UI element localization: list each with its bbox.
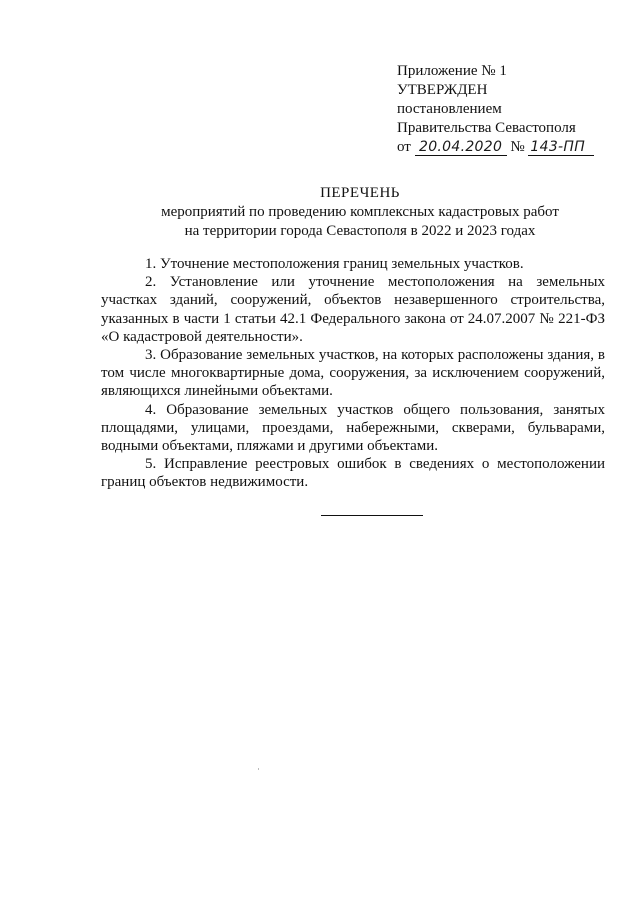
resolution-label: постановлением bbox=[397, 101, 502, 117]
date-prefix: от bbox=[397, 139, 411, 155]
scan-speck bbox=[258, 768, 259, 770]
list-item: 4. Образование земельных участков общего пользования, занятых площадями, улицами, проездами, набережными, скверами, бульварами, водными объектами, пляжами и другими объектами. bbox=[101, 401, 605, 455]
number-prefix: № bbox=[510, 139, 525, 155]
government-label: Правительства Севастополя bbox=[397, 120, 576, 136]
approved-label: УТВЕРЖДЕН bbox=[397, 82, 488, 98]
list-item: 5. Исправление реестровых ошибок в сведениях о местоположении границ объектов недвижимости. bbox=[101, 456, 605, 491]
list-item: 3. Образование земельных участков, на которых расположены здания, в том числе многоквартирные дома, сооружения, за исключением сооружений, являющихся линейными объектами. bbox=[101, 347, 605, 400]
list-item: 2. Установление или уточнение местоположения на земельных участках зданий, сооружений, объектов незавершенного строительства, указанных в части 1 статьи 42.1 Федерального закона от 24.07.2007 № 221-ФЗ «О кадастровой деятельности». bbox=[101, 274, 605, 345]
document-subtitle-line-1: мероприятий по проведению комплексных кадастровых работ bbox=[161, 204, 559, 220]
document-subtitle-line-2: на территории города Севастополя в 2022 и 2023 годах bbox=[184, 223, 536, 239]
handwritten-number: 143-ПП bbox=[528, 140, 594, 156]
end-separator-line bbox=[321, 515, 423, 516]
resolution-date-number-line bbox=[397, 138, 627, 157]
document-heading bbox=[100, 184, 620, 241]
list-item: 1. Уточнение местоположения границ земельных участков. bbox=[145, 256, 524, 272]
appendix-label: Приложение № 1 bbox=[397, 63, 507, 79]
handwritten-date: 20.04.2020 bbox=[415, 140, 507, 156]
approval-stamp-block bbox=[397, 62, 627, 157]
measures-list bbox=[101, 255, 605, 492]
document-title: ПЕРЕЧЕНЬ bbox=[320, 185, 400, 201]
